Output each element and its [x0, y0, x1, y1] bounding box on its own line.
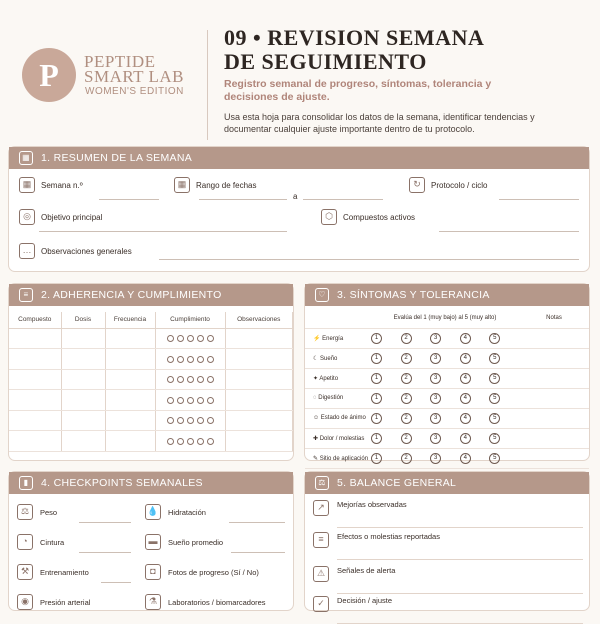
brand-name: PEPTIDE SMART LAB: [84, 52, 184, 86]
rating-5[interactable]: 5: [489, 353, 500, 364]
balance-alerts[interactable]: [313, 566, 583, 594]
page-subtitle: Registro semanal de progreso, síntomas, tolerancia y decisiones de ajuste.: [224, 78, 492, 103]
clipboard-icon: ≡: [313, 532, 329, 548]
rating-1[interactable]: 1: [371, 413, 382, 424]
date-range-field[interactable]: [174, 177, 257, 193]
table-header-row: [305, 308, 589, 328]
summary-header: [9, 147, 589, 169]
symptom-label: Dolor / molestias: [319, 435, 365, 442]
symptom-label: Sitio de aplicación: [319, 455, 369, 462]
page-description: Usa esta hoja para consolidar los datos de la semana, identificar tendencias y documentar cualquier ajuste importante dentro de tu protocolo.: [224, 112, 535, 134]
checkpoint-label: Laboratorios / biomarcadores: [168, 597, 266, 607]
rating-1[interactable]: 1: [371, 393, 382, 404]
rating-2[interactable]: 2: [401, 353, 412, 364]
bed-icon: ▬: [145, 534, 161, 550]
answer-line: [101, 582, 131, 583]
week-field[interactable]: [19, 177, 83, 193]
table-row[interactable]: [9, 431, 293, 452]
checkpoint-label: Hidratación: [168, 507, 206, 517]
refresh-icon: ↻: [409, 177, 425, 193]
table-row[interactable]: [9, 328, 293, 349]
field-label: Semana n.º: [41, 180, 83, 190]
summary-section: [8, 146, 590, 272]
balance-label: Señales de alerta: [337, 566, 396, 575]
checkpoint-photos[interactable]: [145, 564, 259, 580]
rating-2[interactable]: 2: [401, 413, 412, 424]
table-row[interactable]: [9, 390, 293, 411]
table-header-row: [9, 312, 293, 328]
checkpoint-label: Sueño promedio: [168, 537, 224, 547]
rating-5[interactable]: 5: [489, 393, 500, 404]
field-label: Compuestos activos: [343, 212, 416, 222]
adherence-table: [9, 312, 293, 452]
rating-1[interactable]: 1: [371, 433, 382, 444]
heart-pulse-icon: ♡: [315, 288, 329, 302]
goal-line: [39, 231, 287, 232]
notes-line: [159, 259, 579, 260]
scale-header: Evalúa del 1 (muy bajo) al 5 (muy alto): [371, 308, 519, 328]
pressure-icon: ◉: [17, 594, 33, 610]
symptom-row: ✦ Apetito 1 2 3 4 5: [305, 368, 589, 388]
date-from-line: [199, 199, 287, 200]
field-label: Protocolo / ciclo: [431, 180, 488, 190]
rating-4[interactable]: 4: [460, 353, 471, 364]
notes-header: Notas: [519, 308, 589, 328]
rating-5[interactable]: 5: [489, 453, 500, 464]
protocol-line: [499, 199, 579, 200]
rating-2[interactable]: 2: [401, 333, 412, 344]
scale-icon: ⚖: [315, 476, 329, 490]
symptom-row: ☾ Sueño 1 2 3 4 5: [305, 348, 589, 368]
header-divider: [207, 30, 208, 140]
checkpoint-training[interactable]: [17, 564, 89, 580]
compounds-line: [439, 231, 579, 232]
rating-3[interactable]: 3: [430, 393, 441, 404]
protocol-field[interactable]: [409, 177, 487, 193]
rating-5[interactable]: 5: [489, 413, 500, 424]
checkpoints-section: [8, 471, 294, 611]
field-label: Objetivo principal: [41, 212, 103, 222]
checkpoint-label: Presión arterial: [40, 597, 91, 607]
rating-2[interactable]: 2: [401, 433, 412, 444]
balance-label: Mejorías observadas: [337, 500, 407, 509]
balance-label: Efectos o molestias reportadas: [337, 532, 440, 541]
symptom-row: ✚ Dolor / molestias 1 2 3 4 5: [305, 428, 589, 448]
table-row[interactable]: [9, 410, 293, 431]
rating-3[interactable]: 3: [430, 353, 441, 364]
rating-2[interactable]: 2: [401, 373, 412, 384]
separator-label: a: [293, 192, 298, 201]
answer-line: [79, 522, 131, 523]
checkpoint-label: Cintura: [40, 537, 65, 547]
symptoms-section: [304, 283, 590, 461]
col-header: Dosis: [61, 312, 105, 328]
molecule-icon: ⬡: [321, 209, 337, 225]
checkpoint-weight[interactable]: [17, 504, 57, 520]
symptom-label: Energía: [322, 335, 344, 342]
field-label: Rango de fechas: [196, 180, 257, 190]
rating-4[interactable]: 4: [460, 393, 471, 404]
clipboard-icon: ≡: [19, 288, 33, 302]
symptom-label: Sueño: [320, 355, 338, 362]
symptom-row: ◌ Digestión 1 2 3 4 5: [305, 388, 589, 408]
col-header: Observaciones: [225, 312, 293, 328]
date-to-line: [303, 199, 383, 200]
balance-improvements[interactable]: [313, 500, 583, 528]
col-header: Frecuencia: [105, 312, 155, 328]
calendar-icon: ▦: [174, 177, 190, 193]
symptoms-table: [305, 308, 589, 469]
compounds-field[interactable]: [321, 209, 415, 225]
dumbbell-icon: ⚒: [17, 564, 33, 580]
monogram-icon: P: [22, 48, 76, 102]
checkpoint-blood-pressure[interactable]: [17, 594, 90, 610]
section-title: 3. SÍNTOMAS Y TOLERANCIA: [337, 289, 490, 301]
bar-chart-icon: ▮: [19, 476, 33, 490]
checkpoint-sleep[interactable]: [145, 534, 223, 550]
checkpoint-label: Fotos de progreso (Sí / No): [168, 567, 259, 577]
symptom-label: Digestión: [318, 395, 344, 401]
answer-line: [229, 522, 285, 523]
checkpoint-labs[interactable]: [145, 594, 266, 610]
symptom-row: ☺ Estado de ánimo 1 2 3 4 5: [305, 408, 589, 428]
camera-icon: ◘: [145, 564, 161, 580]
balance-header: [305, 472, 589, 494]
balance-section: [304, 471, 590, 611]
rating-3[interactable]: 3: [430, 413, 441, 424]
droplet-icon: 💧: [145, 504, 161, 520]
balance-decision[interactable]: [313, 596, 583, 624]
rating-4[interactable]: 4: [460, 453, 471, 464]
checkpoint-label: Peso: [40, 507, 58, 517]
rating-4[interactable]: 4: [460, 373, 471, 384]
rating-2[interactable]: 2: [401, 453, 412, 464]
balance-side-effects[interactable]: [313, 532, 583, 560]
rating-5[interactable]: 5: [489, 333, 500, 344]
checkpoint-hydration[interactable]: [145, 504, 206, 520]
date-separator: [293, 192, 297, 201]
warning-icon: ⚠: [313, 566, 329, 582]
adherence-header: [9, 284, 293, 306]
rating-4[interactable]: 4: [460, 433, 471, 444]
adherence-section: [8, 283, 294, 461]
calendar-icon: ▦: [19, 177, 35, 193]
symptom-row: ⚡ Energía 1 2 3 4 5: [305, 328, 589, 348]
scale-icon: ⚖: [17, 504, 33, 520]
rating-1[interactable]: 1: [371, 453, 382, 464]
rating-4[interactable]: 4: [460, 413, 471, 424]
rating-1[interactable]: 1: [371, 333, 382, 344]
goal-field[interactable]: [19, 209, 102, 225]
rating-3[interactable]: 3: [430, 333, 441, 344]
balance-label: Decisión / ajuste: [337, 596, 393, 605]
table-row[interactable]: [9, 369, 293, 390]
field-label: Observaciones generales: [41, 246, 132, 256]
notes-field[interactable]: [19, 243, 132, 259]
rating-3[interactable]: 3: [430, 433, 441, 444]
rating-1[interactable]: 1: [371, 353, 382, 364]
answer-line: [79, 552, 131, 553]
col-header: Compuesto: [9, 312, 61, 328]
symptom-label: Apetito: [319, 375, 339, 382]
checkpoint-label: Entrenamiento: [40, 567, 89, 577]
col-header: Cumplimiento: [155, 312, 225, 328]
section-title: 4. CHECKPOINTS SEMANALES: [41, 477, 203, 489]
check-icon: ✓: [313, 596, 329, 612]
rating-1[interactable]: 1: [371, 373, 382, 384]
section-title: 1. RESUMEN DE LA SEMANA: [41, 152, 193, 164]
page-title: 09 • REVISION SEMANA DE SEGUIMIENTO: [224, 25, 485, 74]
symptoms-header: [305, 284, 589, 306]
rating-4[interactable]: 4: [460, 333, 471, 344]
symptom-row: ✎ Sitio de aplicación 1 2 3 4 5: [305, 448, 589, 468]
brand-logo: [18, 46, 218, 108]
rating-5[interactable]: 5: [489, 433, 500, 444]
tape-icon: ◔: [17, 534, 33, 550]
checkpoints-header: [9, 472, 293, 494]
brand-edition: WOMEN'S EDITION: [85, 86, 184, 97]
calendar-icon: ▦: [19, 151, 33, 165]
section-title: 5. BALANCE GENERAL: [337, 477, 457, 489]
checkpoint-waist[interactable]: [17, 534, 64, 550]
target-icon: ◎: [19, 209, 35, 225]
rating-3[interactable]: 3: [430, 453, 441, 464]
rating-2[interactable]: 2: [401, 393, 412, 404]
flask-icon: ⚗: [145, 594, 161, 610]
trend-up-icon: ↗: [313, 500, 329, 516]
table-row[interactable]: [9, 349, 293, 370]
section-title: 2. ADHERENCIA Y CUMPLIMIENTO: [41, 289, 222, 301]
rating-5[interactable]: 5: [489, 373, 500, 384]
rating-3[interactable]: 3: [430, 373, 441, 384]
week-line: [99, 199, 159, 200]
chat-icon: …: [19, 243, 35, 259]
symptom-label: Estado de ánimo: [320, 415, 366, 421]
answer-line: [231, 552, 285, 553]
